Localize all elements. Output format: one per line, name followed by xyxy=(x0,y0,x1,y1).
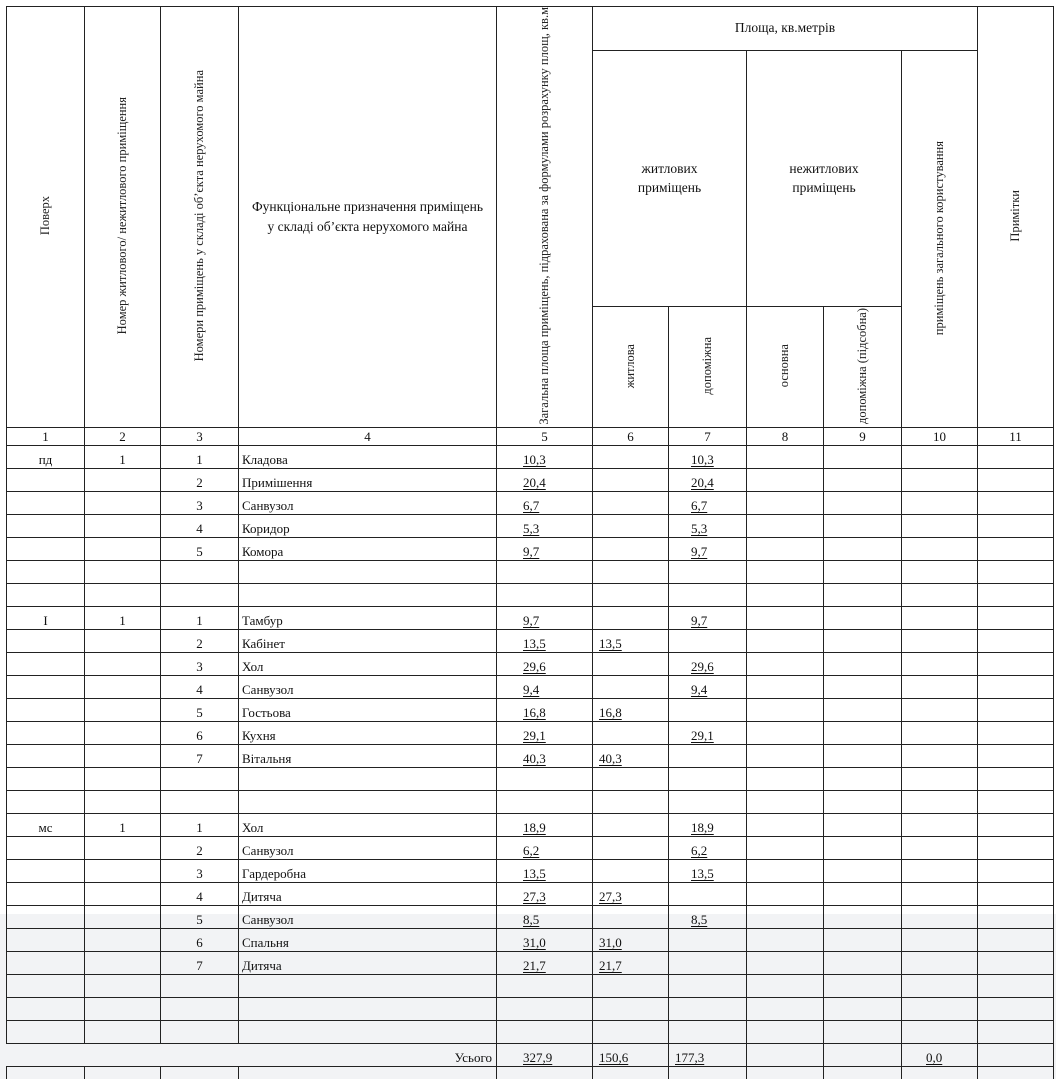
aux-area-cell: 9,4 xyxy=(691,681,708,697)
room-number-cell xyxy=(161,974,239,997)
room-number-cell: 7 xyxy=(161,744,239,767)
room-number-cell xyxy=(161,583,239,606)
room-name-cell: Хол xyxy=(239,652,497,675)
room-number-cell xyxy=(161,997,239,1020)
room-number-cell: 6 xyxy=(161,721,239,744)
premises-number-cell xyxy=(85,767,161,790)
col-number: 6 xyxy=(593,427,669,445)
room-name-cell xyxy=(239,790,497,813)
room-name-cell xyxy=(239,997,497,1020)
table-row xyxy=(7,675,1054,698)
aux-area-cell: 9,7 xyxy=(691,612,708,628)
aux-area-cell: 29,1 xyxy=(691,727,714,743)
total-area-cell: 27,3 xyxy=(523,888,546,904)
table-row xyxy=(7,514,1054,537)
premises-number-cell xyxy=(85,583,161,606)
living-area-cell: 27,3 xyxy=(599,888,622,904)
table-row xyxy=(7,606,1054,629)
table-row xyxy=(7,767,1054,790)
premises-number-cell xyxy=(85,721,161,744)
floor-cell xyxy=(7,560,85,583)
floor-cell xyxy=(7,951,85,974)
table-row xyxy=(7,744,1054,767)
premises-number-cell xyxy=(85,514,161,537)
floor-cell xyxy=(7,468,85,491)
col-number: 3 xyxy=(161,427,239,445)
totals-aux: 177,3 xyxy=(675,1049,705,1065)
totals-nonres-main xyxy=(747,1043,824,1066)
total-area-cell: 21,7 xyxy=(523,957,546,973)
room-number-cell xyxy=(161,767,239,790)
premises-number-cell xyxy=(85,675,161,698)
table-row xyxy=(7,790,1054,813)
room-number-cell: 6 xyxy=(161,928,239,951)
totals-row xyxy=(7,1043,1054,1066)
floor-cell xyxy=(7,652,85,675)
aux-area-cell: 29,6 xyxy=(691,658,714,674)
room-number-cell: 2 xyxy=(161,836,239,859)
total-area-cell: 9,4 xyxy=(523,681,540,697)
room-name-cell: Дитяча xyxy=(239,951,497,974)
room-number-cell: 1 xyxy=(161,813,239,836)
room-number-cell xyxy=(161,1020,239,1043)
col-number: 8 xyxy=(747,427,824,445)
living-area-cell: 13,5 xyxy=(599,635,622,651)
header-common-use: приміщень загального користування xyxy=(902,51,978,428)
floor-cell xyxy=(7,537,85,560)
premises-number-cell: 1 xyxy=(85,606,161,629)
premises-number-cell xyxy=(85,974,161,997)
table-row xyxy=(7,974,1054,997)
room-number-cell: 1 xyxy=(161,445,239,468)
aux-area-cell: 8,5 xyxy=(691,911,708,927)
totals-notes xyxy=(978,1043,1054,1066)
room-name-cell: Кухня xyxy=(239,721,497,744)
table-row xyxy=(7,698,1054,721)
table-row xyxy=(7,721,1054,744)
room-number-cell xyxy=(161,790,239,813)
premises-number-cell xyxy=(85,537,161,560)
floor-cell xyxy=(7,583,85,606)
premises-number-cell xyxy=(85,928,161,951)
room-name-cell: Санвузол xyxy=(239,491,497,514)
floor-cell xyxy=(7,882,85,905)
totals-total: 327,9 xyxy=(523,1049,553,1065)
total-area-cell: 6,2 xyxy=(523,842,540,858)
floor-cell xyxy=(7,744,85,767)
room-name-cell: Комора xyxy=(239,537,497,560)
total-area-cell: 31,0 xyxy=(523,934,546,950)
premises-table xyxy=(6,6,1054,1079)
table-row xyxy=(7,951,1054,974)
room-name-cell: Санвузол xyxy=(239,905,497,928)
column-number-row xyxy=(7,427,1054,445)
room-name-cell: Гардеробна xyxy=(239,859,497,882)
totals-common: 0,0 xyxy=(926,1049,943,1065)
floor-cell xyxy=(7,514,85,537)
total-area-cell: 29,1 xyxy=(523,727,546,743)
header-nonres-aux: допоміжна (підсобна) xyxy=(824,307,902,427)
room-name-cell: Хол xyxy=(239,813,497,836)
floor-cell xyxy=(7,767,85,790)
col-number: 5 xyxy=(497,427,593,445)
living-area-cell: 31,0 xyxy=(599,934,622,950)
header-residential-aux: допоміжна xyxy=(669,307,747,427)
premises-number-cell xyxy=(85,1020,161,1043)
premises-number-cell xyxy=(85,790,161,813)
table-row xyxy=(7,491,1054,514)
total-area-cell: 8,5 xyxy=(523,911,540,927)
premises-number-cell xyxy=(85,652,161,675)
premises-number-cell xyxy=(85,491,161,514)
room-number-cell: 4 xyxy=(161,675,239,698)
col-number: 9 xyxy=(824,427,902,445)
room-name-cell: Спальня xyxy=(239,928,497,951)
totals-label: Усього xyxy=(7,1043,497,1066)
total-area-cell: 13,5 xyxy=(523,635,546,651)
floor-cell xyxy=(7,1020,85,1043)
premises-number-cell: 1 xyxy=(85,813,161,836)
room-name-cell xyxy=(239,767,497,790)
floor-cell xyxy=(7,859,85,882)
total-area-cell: 10,3 xyxy=(523,451,546,467)
room-name-cell: Гостьова xyxy=(239,698,497,721)
room-name-cell: Дитяча xyxy=(239,882,497,905)
premises-number-cell xyxy=(85,882,161,905)
table-row xyxy=(7,836,1054,859)
header-residential: житлових приміщень xyxy=(593,51,747,307)
table-row xyxy=(7,652,1054,675)
header-premises-number: Номер житлового/ нежитлового приміщення xyxy=(85,7,161,428)
total-area-cell: 9,7 xyxy=(523,543,540,559)
floor-cell xyxy=(7,997,85,1020)
total-area-cell: 29,6 xyxy=(523,658,546,674)
col-number: 11 xyxy=(978,427,1054,445)
room-number-cell: 2 xyxy=(161,468,239,491)
room-name-cell: Коридор xyxy=(239,514,497,537)
table-row xyxy=(7,629,1054,652)
room-name-cell: Тамбур xyxy=(239,606,497,629)
room-name-cell: Примішення xyxy=(239,468,497,491)
table-row xyxy=(7,859,1054,882)
header-purpose: Функціональне призначення приміщень у складі об’єкта нерухомого майна xyxy=(239,7,497,428)
room-name-cell: Вітальня xyxy=(239,744,497,767)
floor-cell xyxy=(7,698,85,721)
col-number: 1 xyxy=(7,427,85,445)
header-nonres-main: основна xyxy=(747,307,824,427)
living-area-cell: 16,8 xyxy=(599,704,622,720)
floor-cell xyxy=(7,491,85,514)
col-number: 4 xyxy=(239,427,497,445)
room-number-cell: 1 xyxy=(161,606,239,629)
room-name-cell xyxy=(239,1020,497,1043)
totals-nonres-aux xyxy=(824,1043,902,1066)
premises-number-cell xyxy=(85,629,161,652)
aux-area-cell: 6,2 xyxy=(691,842,708,858)
premises-number-cell xyxy=(85,468,161,491)
room-number-cell: 3 xyxy=(161,491,239,514)
floor-cell xyxy=(7,905,85,928)
premises-number-cell xyxy=(85,698,161,721)
header-total-area: Загальна площа приміщень, підрахована за формулами розрахунку площ, кв.м xyxy=(497,7,593,428)
col-number: 7 xyxy=(669,427,747,445)
table-row xyxy=(7,445,1054,468)
total-area-cell: 20,4 xyxy=(523,474,546,490)
premises-number-cell xyxy=(85,859,161,882)
header-residential-living: житлова xyxy=(593,307,669,427)
header-nonresidential: нежитлових приміщень xyxy=(747,51,902,307)
living-area-cell: 40,3 xyxy=(599,750,622,766)
aux-area-cell: 5,3 xyxy=(691,520,708,536)
room-name-cell xyxy=(239,974,497,997)
room-number-cell: 3 xyxy=(161,652,239,675)
floor-cell: I xyxy=(7,606,85,629)
aux-area-cell: 9,7 xyxy=(691,543,708,559)
room-name-cell: Санвузол xyxy=(239,675,497,698)
premises-number-cell xyxy=(85,744,161,767)
total-area-cell: 13,5 xyxy=(523,865,546,881)
room-name-cell: Кабінет xyxy=(239,629,497,652)
room-number-cell: 4 xyxy=(161,882,239,905)
col-number: 2 xyxy=(85,427,161,445)
table-row xyxy=(7,928,1054,951)
premises-number-cell xyxy=(85,951,161,974)
room-number-cell: 2 xyxy=(161,629,239,652)
floor-cell xyxy=(7,675,85,698)
table-continuation-row xyxy=(7,1066,1054,1079)
table-row xyxy=(7,813,1054,836)
table-row xyxy=(7,882,1054,905)
floor-cell xyxy=(7,721,85,744)
aux-area-cell: 10,3 xyxy=(691,451,714,467)
aux-area-cell: 20,4 xyxy=(691,474,714,490)
living-area-cell: 21,7 xyxy=(599,957,622,973)
total-area-cell: 5,3 xyxy=(523,520,540,536)
floor-cell xyxy=(7,790,85,813)
room-number-cell: 3 xyxy=(161,859,239,882)
table-row xyxy=(7,537,1054,560)
col-number: 10 xyxy=(902,427,978,445)
room-number-cell: 5 xyxy=(161,905,239,928)
header-room-numbers: Номери приміщень у складі об’єкта нерухомого майна xyxy=(161,7,239,428)
total-area-cell: 6,7 xyxy=(523,497,540,513)
premises-number-cell: 1 xyxy=(85,445,161,468)
premises-number-cell xyxy=(85,997,161,1020)
floor-cell: мс xyxy=(7,813,85,836)
floor-cell xyxy=(7,836,85,859)
header-notes: Примітки xyxy=(978,7,1054,428)
room-number-cell: 5 xyxy=(161,698,239,721)
room-name-cell xyxy=(239,583,497,606)
totals-living: 150,6 xyxy=(599,1049,629,1065)
floor-cell: пд xyxy=(7,445,85,468)
header-floor: Поверх xyxy=(7,7,85,428)
table-row xyxy=(7,560,1054,583)
total-area-cell: 9,7 xyxy=(523,612,540,628)
table-row xyxy=(7,1020,1054,1043)
room-name-cell xyxy=(239,560,497,583)
room-number-cell xyxy=(161,560,239,583)
room-number-cell: 7 xyxy=(161,951,239,974)
aux-area-cell: 13,5 xyxy=(691,865,714,881)
header-area-group: Площа, кв.метрів xyxy=(593,7,978,51)
total-area-cell: 18,9 xyxy=(523,819,546,835)
aux-area-cell: 18,9 xyxy=(691,819,714,835)
floor-cell xyxy=(7,928,85,951)
total-area-cell: 16,8 xyxy=(523,704,546,720)
table-row xyxy=(7,905,1054,928)
room-name-cell: Кладова xyxy=(239,445,497,468)
table-row xyxy=(7,468,1054,491)
table-row xyxy=(7,583,1054,606)
premises-number-cell xyxy=(85,905,161,928)
table-row xyxy=(7,997,1054,1020)
aux-area-cell: 6,7 xyxy=(691,497,708,513)
floor-cell xyxy=(7,629,85,652)
room-name-cell: Санвузол xyxy=(239,836,497,859)
premises-number-cell xyxy=(85,836,161,859)
floor-cell xyxy=(7,974,85,997)
room-number-cell: 4 xyxy=(161,514,239,537)
total-area-cell: 40,3 xyxy=(523,750,546,766)
room-number-cell: 5 xyxy=(161,537,239,560)
premises-number-cell xyxy=(85,560,161,583)
